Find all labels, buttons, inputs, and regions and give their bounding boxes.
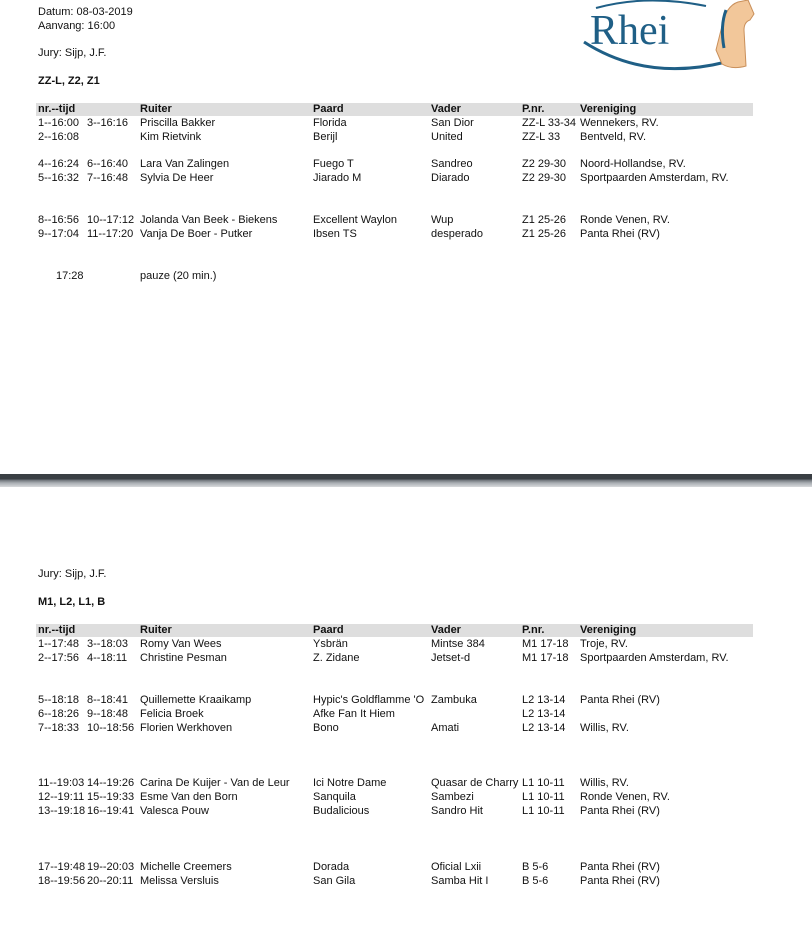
rider-name: Kim Rietvink (140, 131, 202, 143)
horse-name: Fuego T (313, 158, 354, 170)
start-number-time: 18--19:56 (38, 875, 86, 887)
table-row (0, 117, 812, 131)
test-number: L1 10-11 (522, 791, 565, 803)
table-row (0, 722, 812, 736)
logo-text: Rhei (590, 8, 670, 54)
rider-name: Michelle Creemers (140, 861, 232, 873)
schedule-page-2 (0, 487, 812, 926)
second-number-time: 14--19:26 (87, 777, 135, 789)
sire-name: Samba Hit I (431, 875, 489, 887)
club-name: Panta Rhei (RV) (580, 228, 660, 240)
test-number: Z2 29-30 (522, 158, 567, 170)
sire-name: Quasar de Charry (431, 777, 519, 789)
table-row (0, 158, 812, 172)
rider-name: Quillemette Kraaikamp (140, 694, 252, 706)
header-nr-tijd: nr.--tijd (38, 624, 76, 636)
table-row (0, 777, 812, 791)
club-name: Ronde Venen, RV. (580, 214, 670, 226)
sire-name: Jetset-d (431, 652, 471, 664)
header-paard: Paard (313, 103, 344, 115)
second-number-time: 20--20:11 (87, 875, 134, 887)
club-name: Sportpaarden Amsterdam, RV. (580, 172, 729, 184)
club-name: Wennekers, RV. (580, 117, 659, 129)
second-number-time: 7--16:48 (87, 172, 128, 184)
jury-label: Jury: Sijp, J.F. (38, 568, 107, 580)
test-number: Z2 29-30 (522, 172, 567, 184)
test-number: ZZ-L 33 (522, 131, 561, 143)
start-number-time: 12--19:11 (38, 791, 85, 803)
horse-name: Z. Zidane (313, 652, 360, 664)
table-header (36, 103, 753, 116)
start-number-time: 4--16:24 (38, 158, 79, 170)
test-number: L1 10-11 (522, 805, 565, 817)
rider-name: Priscilla Bakker (140, 117, 216, 129)
second-number-time: 4--18:11 (87, 652, 128, 664)
table-row (0, 708, 812, 722)
header-pnr: P.nr. (522, 103, 545, 115)
start-number-time: 8--16:56 (38, 214, 79, 226)
header-vader: Vader (431, 624, 461, 636)
club-name: Panta Rhei (RV) (580, 875, 660, 887)
start-number-time: 7--18:33 (38, 722, 79, 734)
header-vereniging: Vereniging (580, 103, 637, 115)
table-row (0, 791, 812, 805)
horse-name: Dorada (313, 861, 350, 873)
second-number-time: 10--17:12 (87, 214, 135, 226)
second-number-time: 16--19:41 (87, 805, 135, 817)
horse-name: Florida (313, 117, 347, 129)
sire-name: Diarado (431, 172, 470, 184)
section-title: M1, L2, L1, B (38, 596, 106, 608)
test-number: Z1 25-26 (522, 214, 567, 226)
page-separator (0, 474, 812, 487)
start-number-time: 9--17:04 (38, 228, 79, 240)
test-number: B 5-6 (522, 875, 549, 887)
start-number-time: 5--18:18 (38, 694, 79, 706)
pause-label: pauze (20 min.) (140, 270, 217, 282)
test-number: L2 13-14 (522, 722, 566, 734)
table-header (36, 624, 753, 637)
start-number-time: 1--17:48 (38, 638, 79, 650)
table-row (0, 228, 812, 242)
horse-name: Ibsen TS (313, 228, 357, 240)
rider-name: Lara Van Zalingen (140, 158, 230, 170)
test-number: Z1 25-26 (522, 228, 567, 240)
table-row (0, 652, 812, 666)
table-row (0, 638, 812, 652)
second-number-time: 3--16:16 (87, 117, 128, 129)
table-row (0, 214, 812, 228)
start-number-time: 1--16:00 (38, 117, 79, 129)
club-name: Bentveld, RV. (580, 131, 647, 143)
club-name: Ronde Venen, RV. (580, 791, 670, 803)
club-name: Panta Rhei (RV) (580, 861, 660, 873)
start-number-time: 13--19:18 (38, 805, 86, 817)
start-number-time: 5--16:32 (38, 172, 79, 184)
header-vereniging: Vereniging (580, 624, 637, 636)
second-number-time: 15--19:33 (87, 791, 135, 803)
section-title: ZZ-L, Z2, Z1 (38, 75, 100, 87)
horse-name: Hypic's Goldflamme 'O (313, 694, 425, 706)
test-number: L2 13-14 (522, 708, 566, 720)
sire-name: Sandro Hit (431, 805, 483, 817)
test-number: M1 17-18 (522, 652, 569, 664)
jury-label: Jury: Sijp, J.F. (38, 47, 107, 59)
test-number: B 5-6 (522, 861, 549, 873)
start-number-time: 2--16:08 (38, 131, 79, 143)
sire-name: Mintse 384 (431, 638, 485, 650)
horse-name: Budalicious (313, 805, 370, 817)
horse-name: Afke Fan It Hiem (313, 708, 395, 720)
sire-name: Zambuka (431, 694, 477, 706)
club-name: Troje, RV. (580, 638, 628, 650)
header-paard: Paard (313, 624, 344, 636)
club-name: Sportpaarden Amsterdam, RV. (580, 652, 729, 664)
rider-name: Florien Werkhoven (140, 722, 233, 734)
date-label: Datum: 08-03-2019 (38, 6, 133, 18)
rider-name: Valesca Pouw (140, 805, 209, 817)
rider-name: Romy Van Wees (140, 638, 222, 650)
rider-name: Christine Pesman (140, 652, 227, 664)
pause-time: 17:28 (56, 270, 84, 282)
sire-name: Sandreo (431, 158, 473, 170)
header-ruiter: Ruiter (140, 624, 172, 636)
club-name: Panta Rhei (RV) (580, 805, 660, 817)
sire-name: San Dior (431, 117, 474, 129)
header-vader: Vader (431, 103, 461, 115)
header-pnr: P.nr. (522, 624, 545, 636)
club-name: Willis, RV. (580, 777, 629, 789)
table-row (0, 694, 812, 708)
rider-name: Jolanda Van Beek - Biekens (140, 214, 278, 226)
rider-name: Melissa Versluis (140, 875, 219, 887)
rider-name: Carina De Kuijer - Van de Leur (140, 777, 290, 789)
second-number-time: 11--17:20 (87, 228, 134, 240)
start-number-time: 11--19:03 (38, 777, 85, 789)
table-row (0, 172, 812, 186)
club-name: Noord-Hollandse, RV. (580, 158, 686, 170)
sire-name: desperado (431, 228, 483, 240)
second-number-time: 19--20:03 (87, 861, 135, 873)
second-number-time: 8--18:41 (87, 694, 128, 706)
sire-name: United (431, 131, 463, 143)
second-number-time: 10--18:56 (87, 722, 135, 734)
start-number-time: 17--19:48 (38, 861, 86, 873)
start-time-label: Aanvang: 16:00 (38, 20, 116, 32)
club-name: Panta Rhei (RV) (580, 694, 660, 706)
test-number: ZZ-L 33-34 (522, 117, 577, 129)
start-number-time: 6--18:26 (38, 708, 79, 720)
second-number-time: 6--16:40 (87, 158, 128, 170)
horse-name: Ici Notre Dame (313, 777, 387, 789)
horse-name: San Gila (313, 875, 356, 887)
rider-name: Esme Van den Born (140, 791, 238, 803)
sire-name: Oficial Lxii (431, 861, 482, 873)
panta-rhei-logo (576, 0, 756, 76)
table-row (0, 131, 812, 145)
horse-name: Excellent Waylon (313, 214, 397, 226)
rider-name: Sylvia De Heer (140, 172, 214, 184)
test-number: L2 13-14 (522, 694, 566, 706)
test-number: L1 10-11 (522, 777, 565, 789)
horse-name: Sanquila (313, 791, 356, 803)
horse-name: Bono (313, 722, 339, 734)
sire-name: Amati (431, 722, 460, 734)
start-number-time: 2--17:56 (38, 652, 79, 664)
horse-name: Ysbrän (313, 638, 348, 650)
table-row (0, 875, 812, 889)
header-nr-tijd: nr.--tijd (38, 103, 76, 115)
club-name: Willis, RV. (580, 722, 629, 734)
table-row (0, 861, 812, 875)
horse-name: Berijl (313, 131, 338, 143)
rider-name: Felicia Broek (140, 708, 204, 720)
second-number-time: 9--18:48 (87, 708, 128, 720)
horse-name: Jiarado M (313, 172, 362, 184)
rider-name: Vanja De Boer - Putker (140, 228, 253, 240)
sire-name: Sambezi (431, 791, 474, 803)
second-number-time: 3--18:03 (87, 638, 128, 650)
table-row (0, 805, 812, 819)
test-number: M1 17-18 (522, 638, 569, 650)
sire-name: Wup (431, 214, 454, 226)
header-ruiter: Ruiter (140, 103, 172, 115)
